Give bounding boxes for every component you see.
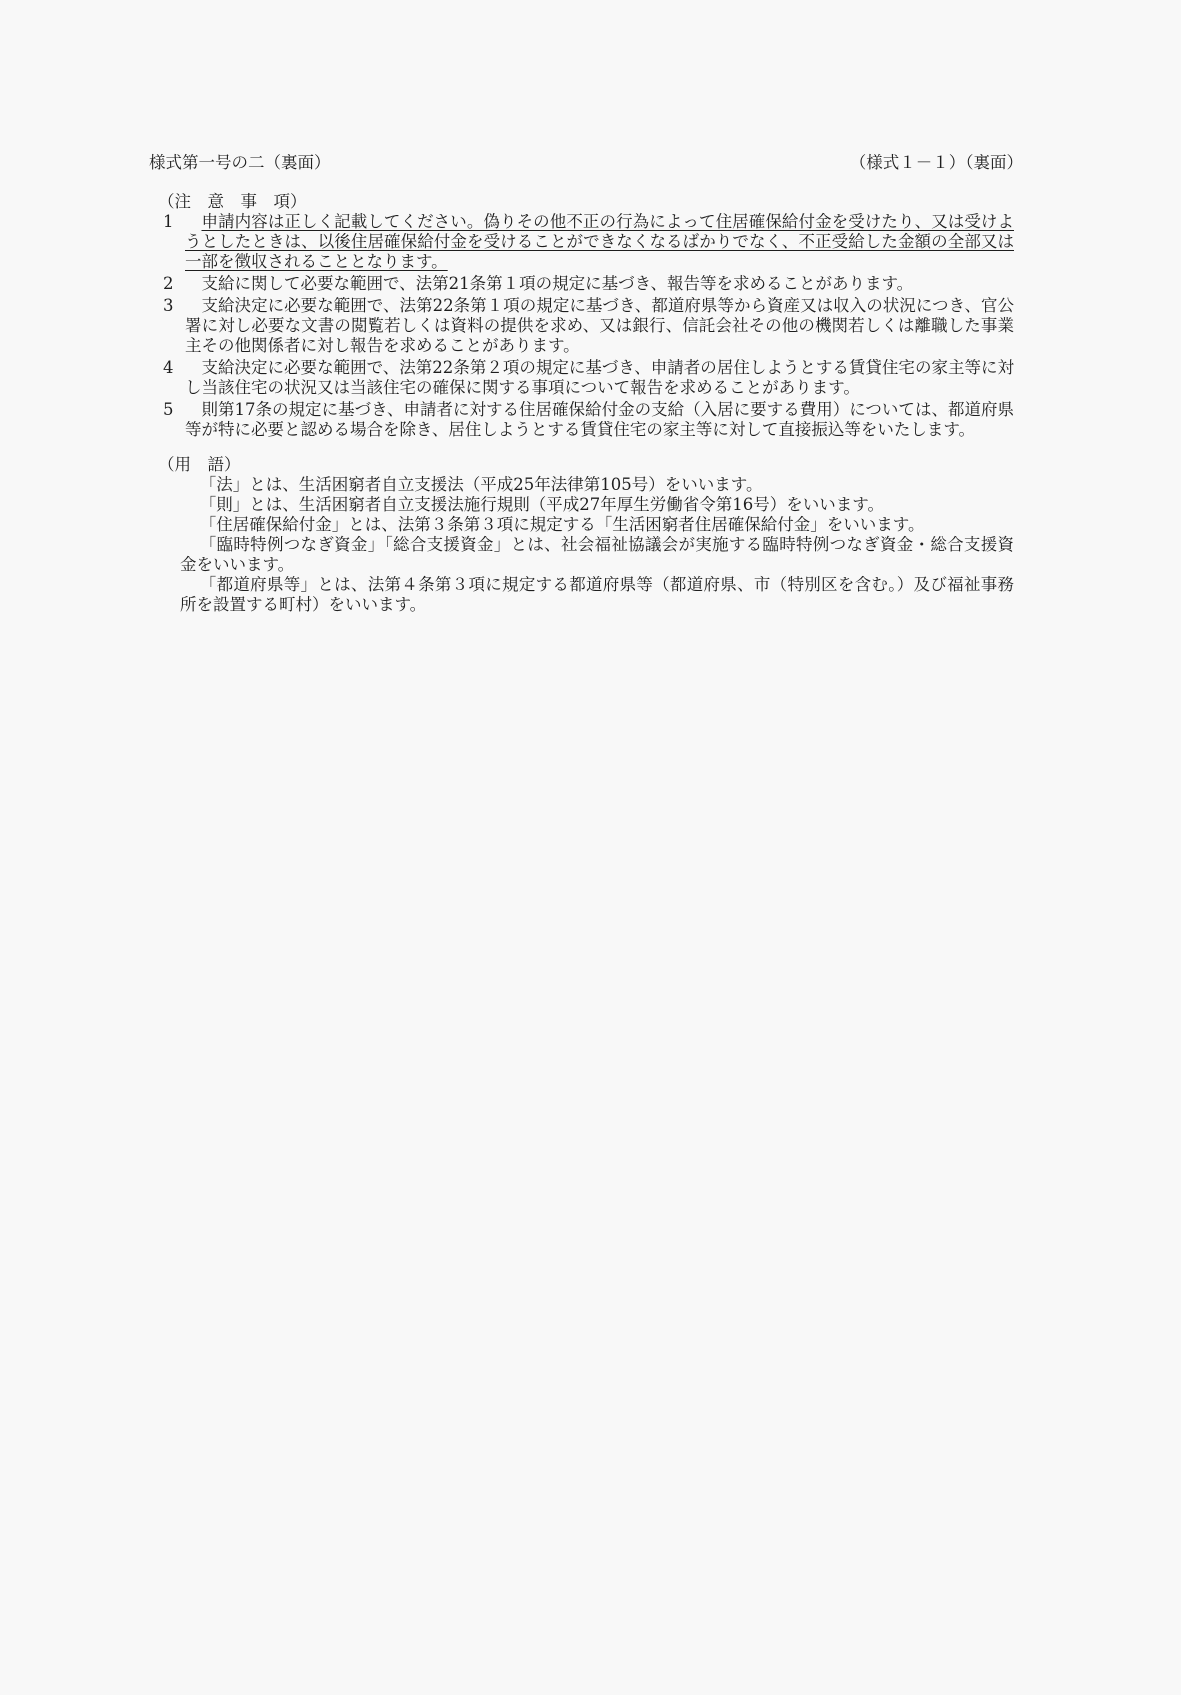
document-body xyxy=(158,192,1014,615)
note-number: 4 xyxy=(163,358,174,377)
notes-title: （注 意 事 項） xyxy=(158,192,307,211)
note-number: 1 xyxy=(163,212,174,231)
note-number: 3 xyxy=(163,296,174,315)
term-definition: 「則」とは、生活困窮者自立支援法施行規則（平成27年厚生労働省令第16号）をいいます。 xyxy=(199,495,884,514)
note-item-4 xyxy=(158,358,1014,398)
note-text: 支給決定に必要な範囲で、法第22条第１項の規定に基づき、都道府県等から資産又は収入の状況につき、官公署に対し必要な文書の閲覧若しくは資料の提供を求め、又は銀行、信託会社その他の機関若しくは離職した事業主その他関係者に対し報告を求めることがあります。 xyxy=(185,296,1014,355)
note-text: 支給に関して必要な範囲で、法第21条第１項の規定に基づき、報告等を求めることがあります。 xyxy=(201,274,914,293)
note-item-3 xyxy=(158,296,1014,356)
note-text: 支給決定に必要な範囲で、法第22条第２項の規定に基づき、申請者の居住しようとする賃貸住宅の家主等に対し当該住宅の状況又は当該住宅の確保に関する事項について報告を求めることがあります。 xyxy=(185,358,1014,397)
term-definition: 「臨時特例つなぎ資金」「総合支援資金」とは、社会福祉協議会が実施する臨時特例つなぎ資金・総合支援資金をいいます。 xyxy=(180,535,1014,574)
note-number: 2 xyxy=(163,274,174,293)
term-definition: 「住居確保給付金」とは、法第３条第３項に規定する「生活困窮者住居確保給付金」をいいます。 xyxy=(199,515,925,534)
note-number: 5 xyxy=(163,400,174,419)
terms-section xyxy=(158,455,1014,615)
form-number-left: 様式第一号の二（裏面） xyxy=(149,153,331,172)
note-item-1 xyxy=(158,212,1014,272)
note-text: 申請内容は正しく記載してください。偽りその他不正の行為によって住居確保給付金を受けたり、又は受けようとしたときは、以後住居確保給付金を受けることができなくなるばかりでなく、不正受給した金額の全部又は一部を徴収されることとなります。 xyxy=(185,212,1014,271)
terms-title: （用 語） xyxy=(158,455,241,474)
note-item-2 xyxy=(158,274,1014,294)
term-definition: 「都道府県等」とは、法第４条第３項に規定する都道府県等（都道府県、市（特別区を含む。）及び福祉事務所を設置する町村）をいいます。 xyxy=(180,575,1014,614)
form-number-right: （様式１－１）（裏面） xyxy=(849,153,1023,172)
note-text: 則第17条の規定に基づき、申請者に対する住居確保給付金の支給（入居に要する費用）については、都道府県等が特に必要と認める場合を除き、居住しようとする賃貸住宅の家主等に対して直接振込等をいたします。 xyxy=(185,400,1014,439)
note-item-5 xyxy=(158,400,1014,440)
term-definition: 「法」とは、生活困窮者自立支援法（平成25年法律第105号）をいいます。 xyxy=(199,475,763,494)
